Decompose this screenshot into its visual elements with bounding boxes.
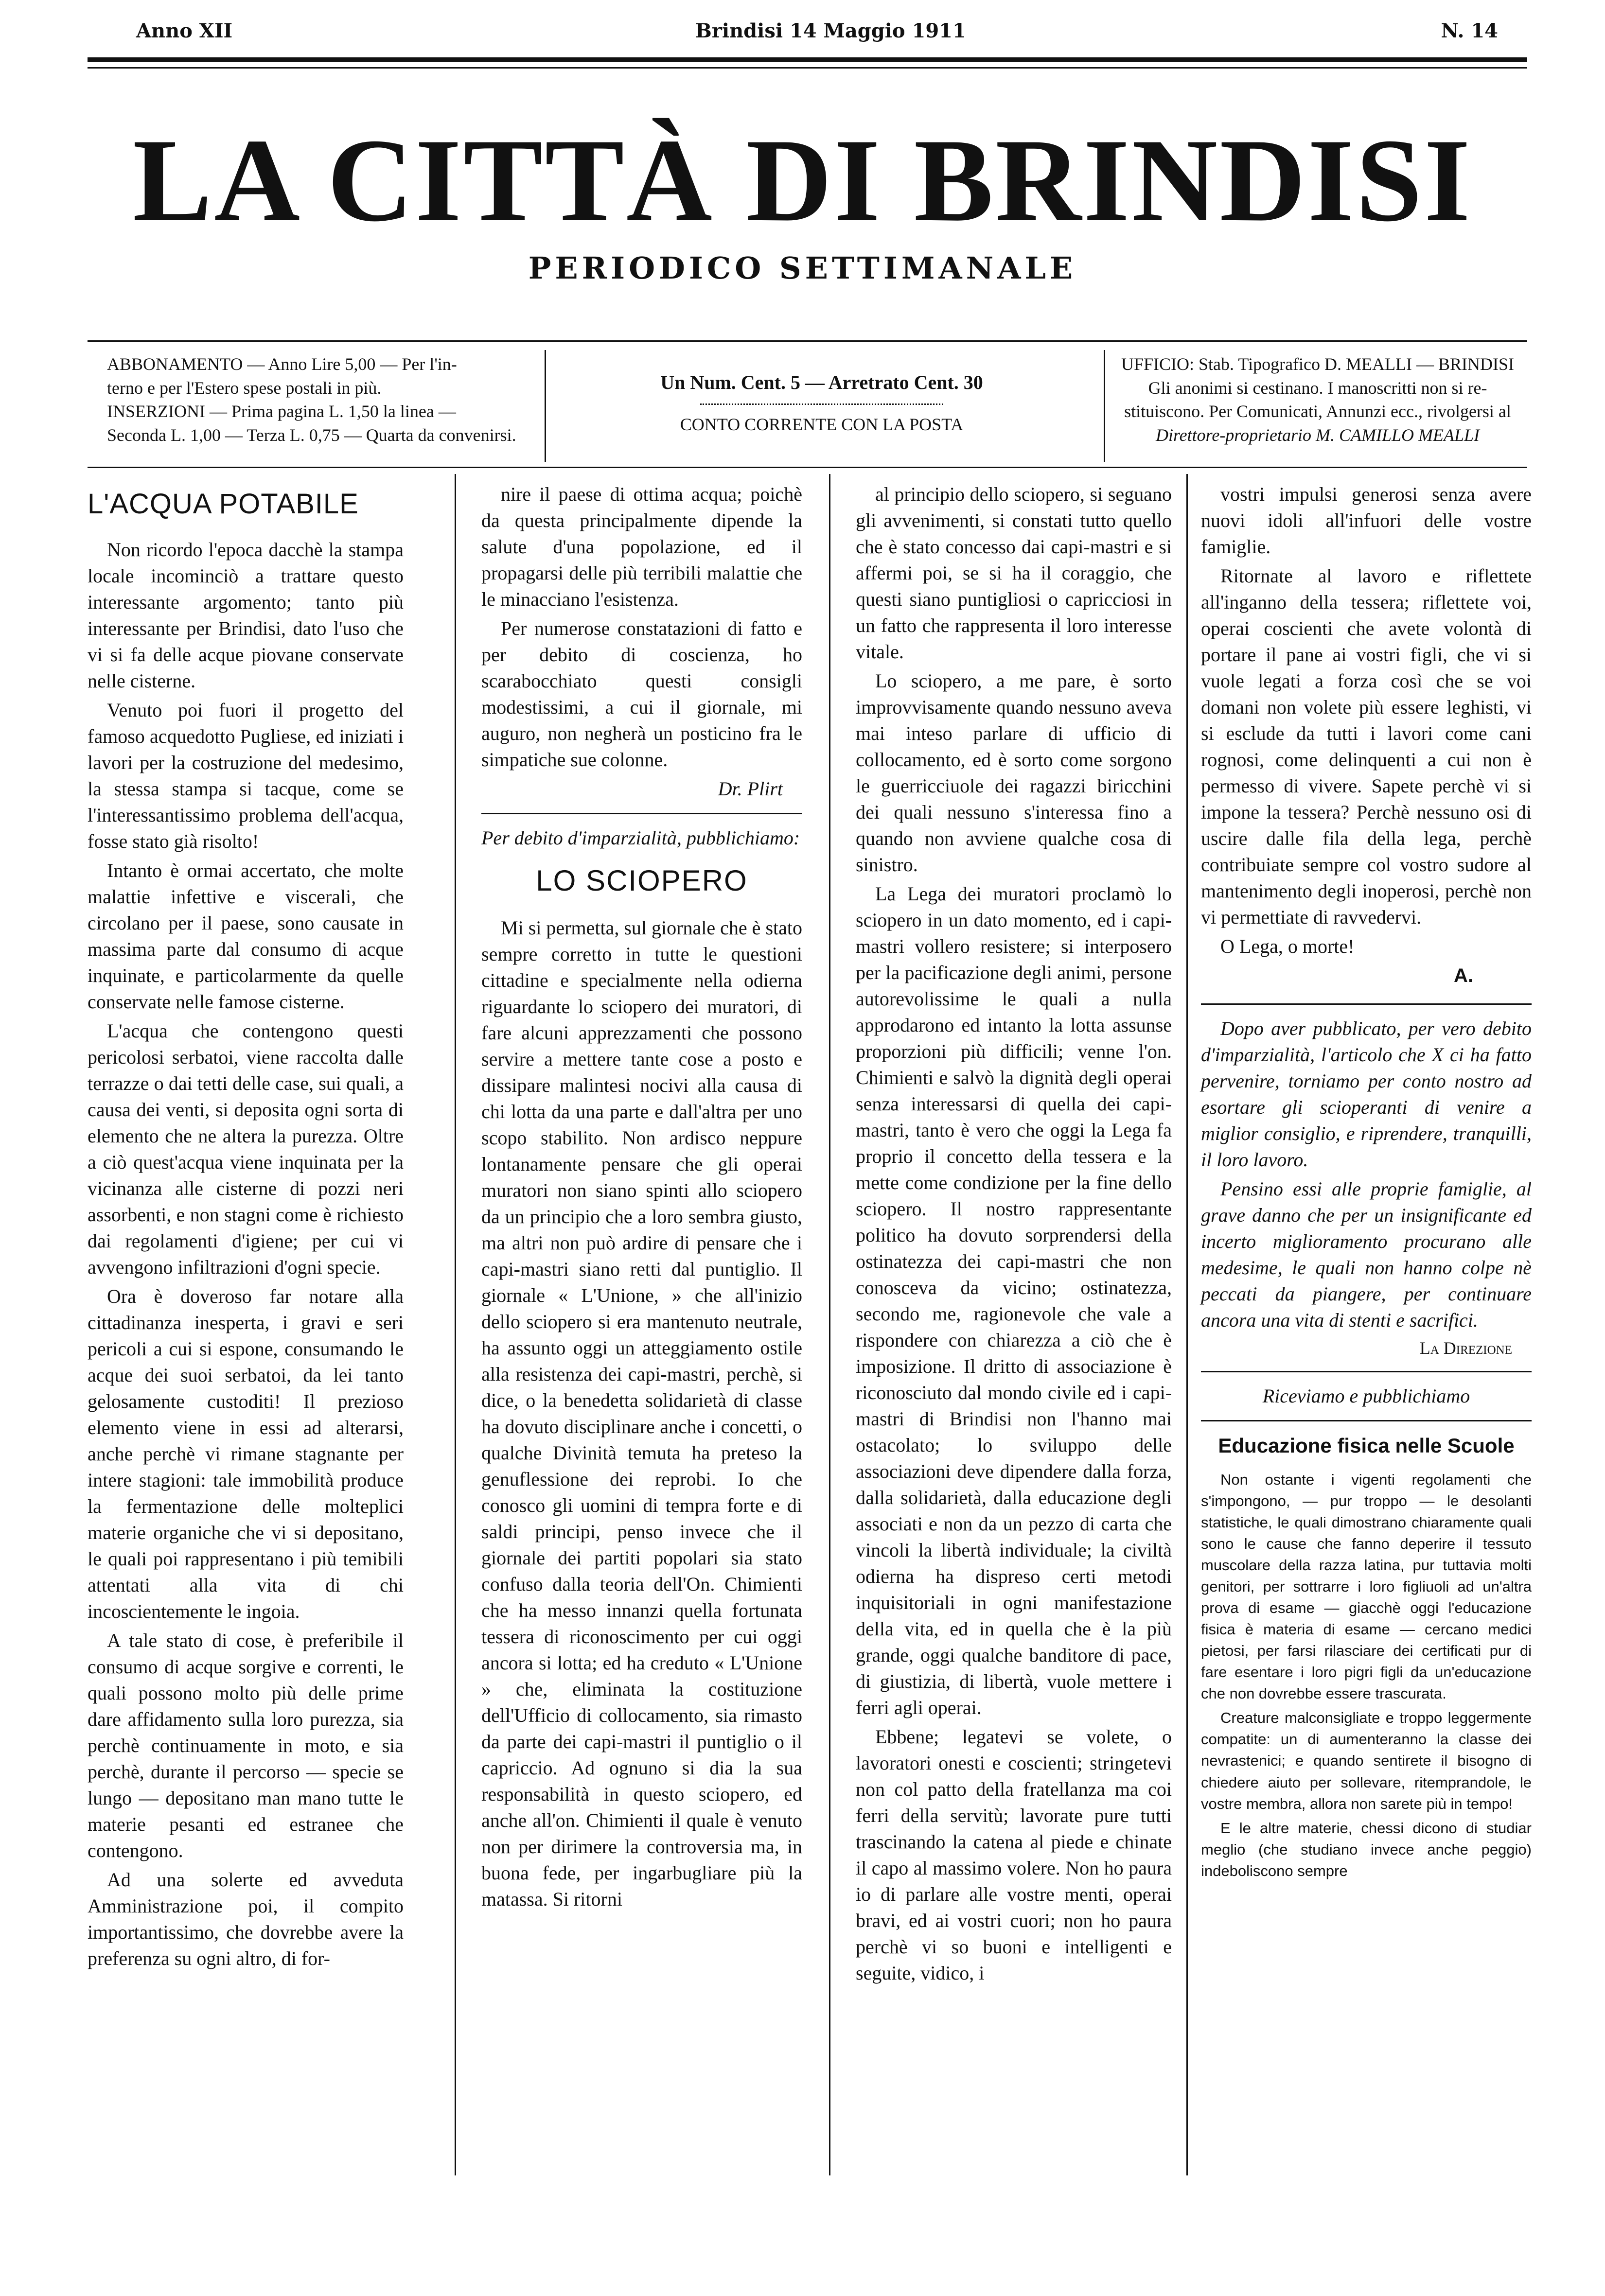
top-rule [88, 57, 1527, 62]
article-heading: L'ACQUA POTABILE [88, 488, 359, 520]
info-divider [1104, 350, 1105, 462]
signature: Dr. Plirt [718, 778, 783, 800]
article-column-3: al principio dello sciopero, si seguano gli avvenimenti, si constati tutto quello che è stato concesso dai capi-mastri e si affermi poi, se si ha il coraggio, che questi siano puntigliosi o capricciosi in un fatto che rappresenta il loro interesse vitale. Lo sciopero, a me pare, è sorto improvvisamente quando nessuno aveva mai inteso parlare di ufficio di collocamento, ed è sorto come sorgono le guerricciuole dei ragazzi biricchini dei quali nessuno s'interessa fino a quando non avviene qualche cosa di sinistro. La Lega dei muratori proclamò lo sciopero in un dato momento, ed i capi-mastri vollero resistere; si interposero per la pacificazione degli animi, persone autorevolissime le quali a nulla approdarono ed intanto la lotta assunse proporzioni più difficili; venne l'on. Chimienti e salvò la dignità degli operai senza interessarsi di quella dei capi-mastri, tanto è vero che oggi la Lega fa proprio il concetto della tessera e la mette come condizione per la fine dello sciopero. Il nostro rappresentante politico ha dovuto sorprendersi della ostinatezza dei capi-mastri che non conosceva da vicino; ostinatezza, secondo me, ragionevole che vale a rispondere con chiarezza a ciò che è imposizione. Il dritto di associazione è riconosciuto dal mondo civile ed i capi-mastri di Brindisi non l'hanno mai ostacolato; lo sviluppo delle associazioni deve dipendere dalla forza, dalla solidarietà, dalla educazione degli associati e non da un pezzo di carta che vincoli la libertà individuale; la civiltà odierna ha dispreso certi metodi inquisitoriali in ogni manifestazione della vita, ed in quella che è la più grande, oggi qualche banditore di pace, di giustizia, di libertà, vuole mettere i ferri agli operai. Ebbene; legatevi se volete, o lavoratori onesti e coscienti; stringetevi non col patto della fratellanza ma coi ferri della servitù; lavorate pure tutti trascinando la catena al piede e chinate il capo al massimo volere. Non ho paura io di parlare alle vostre menti, operai bravi, ed ai vostri cuori; non ho paura perchè vi so buoni e intelligenti e seguite, vidico, i [856, 483, 1172, 1984]
info-bottom-rule [88, 467, 1527, 468]
article-column-4: vostri impulsi generosi senza avere nuovi idoli all'infuori delle vostre famiglie. Ritornate al lavoro e riflettete all'inganno della tessera; riflettete voi, operai coscienti che avete volontà di portare il pane ai vostri figli, che vi si vuole legati a forza così che se voi domani non volete più essere leghisti, vi si esclude da tutti i lavori come cani rognosi, come delinquenti a cui non è permesso di vivere. Sapete perchè vi si impone la tessera? Perchè nessuno osi di uscire dalle fila della lega, perchè contribuiate sempre col vostro sudore al mantenimento degli inoperosi, perchè non vi permettiate di ravvedervi. O Lega, o morte! A. Dopo aver pubblicato, per vero debito d'imparzialità, l'articolo che X ci ha fatto pervenire, torniamo per conto nostro ad esortare gli scioperanti di venire a miglior consiglio, e riprendere, tranquilli, il loro lavoro. Pensino essi alle proprie famiglie, al grave danno che per un insignificante ed incerto miglioramento procurano alle medesime, le quali non hanno colpe nè peccati da piangere, per continuare ancora una vita di stenti e sacrifici. La Direzione Riceviamo e pubblichiamo Educazione fisica nelle Scuole Non ostante i vigenti regolamenti che s'impongono, — pur troppo — le desolanti statistiche, le quali dimostrano chiaramente quali sono le cause che fanno deperire il tessuto muscolare della razza latina, pur tuttavia molti genitori, per sottrarre i loro figliuoli ad un'altra prova di esame — giacchè oggi l'educazione fisica è materia di esame — cercano medici pietosi, per farsi rilasciare dei certificati pur di fare esentare i loro pigri figli da un'educazione che non dovrebbe essere trascurata. Creature malconsigliate e troppo leggermente compatite: un di aumenteranno la classe dei nevrastenici; e quando sentirete il bisogno di chiedere aiuto per sollevare, ritemprandole, le vostre membra, allora non sarete più in tempo! E le altre materie, chessi dicono di studiar meglio (che studiano invece anche peggio) indeboliscono sempre [1201, 481, 1532, 1885]
editorial-intro: Per debito d'imparzialità, pubblichiamo: [481, 827, 800, 849]
office-info: UFFICIO: Stab. Tipografico D. MEALLI — BRINDISI Gli anonimi si cestinano. I manoscritti non si re- stituiscono. Per Comunicati, Annunzi ecc., rivolgersi al Direttore-proprietario M. CAMILLO MEALLI [1121, 354, 1514, 445]
top-line [88, 19, 1517, 49]
article-heading: Educazione fisica nelle Scuole [1218, 1434, 1515, 1457]
info-top-rule [88, 340, 1527, 342]
article-column-2: nire il paese di ottima acqua; poichè da questa principalmente dipende la salute d'una popolazione, ed il propagarsi delle più terribili malattie che le minacciano l'esistenza. Per numerose constatazioni di fatto e per debito di coscienza, ho scarabocchiato questi consigli modestissimi, a cui il giornale, mi auguro, non negherà un posticino fra le simpatiche sue colonne. Dr. Plirt Per debito d'imparzialità, pubblichiamo: LO SCIOPERO Mi si permetta, sul giornale che è stato sempre corretto in tutte le questioni cittadine e specialmente nella odierna riguardante lo sciopero dei muratori, di fare alcuni apprezzamenti che possono servire a mettere tante cose a posto e dissipare malintesi nocivi alla causa di chi lotta da una parte e dall'altra per uno scopo stabilito. Non ardisco neppure lontanamente pensare che gli operai muratori non siano spinti allo sciopero da un principio che a loro sembra giusto, ma altri non può ardire di pensare che i capi-mastri siano retti dal puntiglio. Il giornale « L'Unione, » che all'inizio dello sciopero si era mantenuto neutrale, ha assunto oggi un atteggiamento ostile alla resistenza dei capi-mastri, perchè, si dice, o la benedetta solidarietà di classe ha dovuto disciplinare anche i concetti, o qualche Divinità temuta ha preteso la genuflessione dei reprobi. Io che conosco gli uomini di tempra forte e di saldi principi, penso invece che il giornale dei partiti popolari sia stato confuso dalla teoria dell'On. Chimienti che ha messo innanzi quella fortunata tessera di riconoscimento per cui oggi ancora si lotta; ed ha creduto « L'Unione » che, eliminata la costituzione dell'Ufficio di collocamento, sia rimasto da parte dei capi-mastri il puntiglio o il capriccio. Ad ognuno si dia la sua responsabilità in questo sciopero, ed anche all'on. Chimienti il quale è venuto non per dirimere la controversia ma, in buona fede, per ingarbugliare più la matassa. Si ritorni [481, 483, 802, 1910]
section-intro: Riceviamo e pubblichiamo [1262, 1385, 1470, 1407]
newspaper-subtitle: PERIODICO SETTIMANALE [528, 250, 1077, 286]
top-rule-thin [88, 67, 1527, 69]
signature: A. [1454, 965, 1473, 986]
subscription-info: ABBONAMENTO — Anno Lire 5,00 — Per l'in- terno e per l'Estero spese postali in più. INSERZIONI — Prima pagina L. 1,50 la linea — Seconda L. 1,00 — Terza L. 0,75 — Quarta da convenirsi. [107, 354, 516, 445]
newspaper-title: LA CITTÀ DI BRINDISI [132, 114, 1473, 246]
article-educazione-fisica: Non ostante i vigenti regolamenti che s'impongono, — pur troppo — le desolanti statistiche, le quali dimostrano chiaramente quali sono le cause che fanno deperire il tessuto muscolare della razza latina, pur tuttavia molti genitori, per sottrarre i loro figliuoli ad un'altra prova di esame — giacchè oggi l'educazione fisica è materia di esame — cercano medici pietosi, per farsi rilasciare dei certificati pur di fare esentare i loro pigri figli da un'educazione che non dovrebbe essere trascurata. Creature malconsigliate e troppo leggermente compatite: un di aumenteranno la classe dei nevrastenici; e quando sentirete il bisogno di chiedere aiuto per sollevare, ritemprandole, le vostre membra, allora non sarete più in tempo! E le altre materie, chessi dicono di studiar meglio (che studiano invece anche peggio) indeboliscono sempre [1201, 1471, 1532, 1879]
article-heading: LO SCIOPERO [536, 864, 748, 897]
separator [1201, 1003, 1532, 1005]
article-acqua-potabile: L'ACQUA POTABILE Non ricordo l'epoca dacchè la stampa locale incominciò a trattare questo interessante argomento; tanto più interessante per Brindisi, dato l'uso che vi si fa delle acque piovane conservate nelle cisterne. Venuto poi fuori il progetto del famoso acquedotto Pugliese, ed iniziati i lavori per la costruzione del medesimo, la stessa stampa si tacque, come se l'interessantissimo problema dell'acqua, fosse stato già risolto! Intanto è ormai accertato, che molte malattie infettive e viscerali, che circolano per il paese, sono causate in massima parte dal consumo di acque inquinate, e particolarmente da quelle conservate nelle famose cisterne. L'acqua che contengono questi pericolosi serbatoi, viene raccolta dalle terrazze o dai tetti delle case, sui quali, a causa dei venti, si deposita ogni sorta di elemento che ne altera la purezza. Oltre a ciò quest'acqua viene inquinata per la vicinanza alle cisterne di pozzi neri assorbenti, e non stagni come è richiesto dai regolamenti d'igiene; per cui vi avvengono infiltrazioni d'ogni specie. Ora è doveroso far notare alla cittadinanza inesperta, i gravi e seri pericoli a cui si espone, consumando le acque dei suoi serbatoi, da lei tanto gelosamente custoditi! Il prezioso elemento viene in essi ad alterarsi, anche perchè vi rimane stagnante per intere stagioni: tale immobilità produce la fermentazione delle molteplici materie organiche che vi si depositano, le quali poi rappresentano i più temibili attentati alla vita di chi incoscientemente le ingoia. A tale stato di cose, è preferibile il consumo di acque sorgive e correnti, le quali possono molto più delle prime dare affidamento sulla loro purezza, sia perchè continuamente in moto, e sia perchè, durante il percorso — specie se lungo — depositano man mano tutte le materie pesanti ed estranee che contengono. Ad una solerte ed avveduta Amministrazione poi, il compito importantissimo, che dovrebbe avere la preferenza su ogni altro, di for- [88, 481, 404, 1975]
column-rule [1186, 474, 1188, 2175]
separator [481, 813, 802, 814]
issue-year: Anno XII [136, 19, 233, 42]
issue-number: N. 14 [1441, 19, 1498, 42]
price-info [559, 369, 1084, 437]
price-line: Un Num. Cent. 5 — Arretrato Cent. 30 [660, 371, 983, 393]
column-rule [829, 474, 830, 2175]
separator [1201, 1420, 1532, 1421]
price-separator [700, 403, 943, 405]
postal-account: CONTO CORRENTE CON LA POSTA [680, 415, 964, 434]
issue-date: Brindisi 14 Maggio 1911 [695, 19, 966, 42]
separator [1201, 1371, 1532, 1372]
signature: La Direzione [1419, 1338, 1512, 1358]
column-rule [455, 474, 456, 2175]
info-divider [545, 350, 546, 462]
